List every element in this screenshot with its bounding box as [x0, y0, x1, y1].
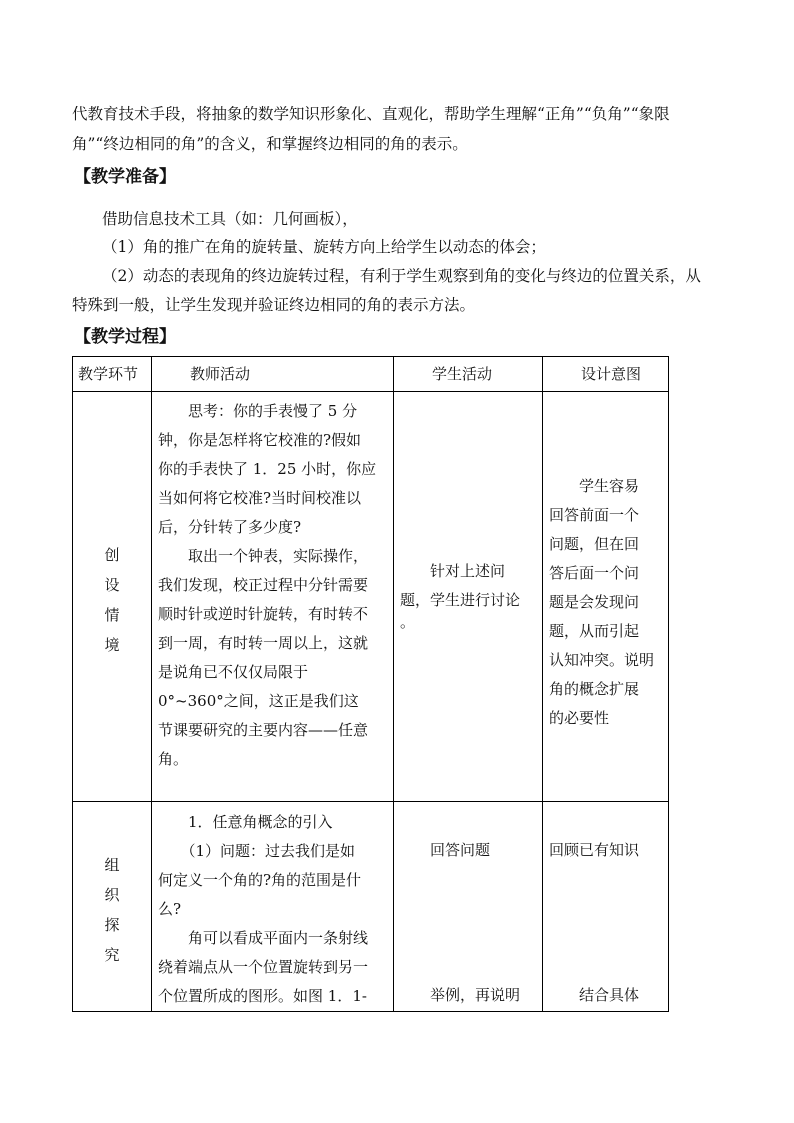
teacher-line: 角。: [158, 750, 189, 768]
intent-line: 回答前面一个: [549, 506, 640, 524]
stage-char: 探: [104, 916, 120, 934]
header-student: 学生活动: [432, 365, 493, 383]
teacher-line: 1．任意角概念的引入: [158, 813, 333, 831]
student-line: 针对上述问: [400, 562, 506, 580]
teacher-line: 是说角已不仅仅局限于: [158, 663, 309, 681]
teacher-line: 何定义一个角的?角的范围是什: [158, 871, 362, 889]
prep-line-3: （2）动态的表现角的终边旋转过程，有利于学生观察到角的变化与终边的位置关系，从: [102, 267, 701, 285]
heading-teaching-prep: 【教学准备】: [74, 167, 176, 187]
stage-char: 情: [104, 606, 120, 624]
teacher-line: 当如何将它校准?当时间校准以: [158, 489, 362, 507]
header-teacher-cell: [152, 357, 394, 392]
design-intent-cell: [543, 802, 669, 1012]
intent-line: 题，从而引起: [549, 622, 640, 640]
student-line: 举例，再说明: [430, 986, 521, 1004]
teacher-line: 顺时针或逆时针旋转，有时转不: [158, 605, 369, 623]
teacher-line: 角可以看成平面内一条射线: [158, 929, 369, 947]
stage-cell-scenario: [73, 392, 152, 802]
student-activity-cell: [394, 392, 543, 802]
teacher-line: 钟，你是怎样将它校准的?假如: [158, 431, 362, 449]
stage-char: 组: [104, 856, 120, 874]
stage-char: 创: [104, 546, 120, 564]
intent-line: 题是会发现问: [549, 593, 640, 611]
stage-char: 境: [104, 636, 120, 654]
header-stage: 教学环节: [78, 365, 139, 383]
student-line: 回答问题: [430, 841, 491, 859]
stage-cell-explore: [73, 802, 152, 1012]
teacher-line: 我们发现，校正过程中分针需要: [158, 576, 369, 594]
header-student-cell: [394, 357, 543, 392]
intent-line: 回顾已有知识: [549, 841, 640, 859]
intent-line: 结合具体: [579, 986, 640, 1004]
teacher-line: （1）问题：过去我们是如: [158, 842, 356, 860]
intent-line: 认知冲突。说明: [549, 651, 655, 669]
intent-line: 学生容易: [549, 477, 640, 495]
teacher-line: 0°~360°之间，这正是我们这: [158, 692, 359, 710]
student-line: 。: [400, 613, 416, 631]
table-row: [73, 392, 669, 802]
stage-char: 织: [104, 886, 120, 904]
teacher-line: 节课要研究的主要内容——任意: [158, 721, 369, 739]
teacher-line: 你的手表快了 1．25 小时，你应: [158, 460, 377, 478]
table-row: [73, 802, 669, 1012]
header-stage-cell: [73, 357, 152, 392]
intent-line: 角的概念扩展: [549, 680, 640, 698]
stage-char: 设: [104, 576, 120, 594]
teacher-line: 取出一个钟表，实际操作，: [158, 547, 369, 565]
teacher-line: 个位置所成的图形。如图 1．1-: [158, 987, 367, 1005]
intent-line: 答后面一个问: [549, 564, 640, 582]
teacher-line: 绕着端点从一个位置旋转到另一: [158, 958, 369, 976]
teacher-line: 后，分针转了多少度?: [158, 518, 302, 536]
prep-line-2: （1）角的推广在角的旋转量、旋转方向上给学生以动态的体会；: [102, 238, 546, 256]
intent-line: 的必要性: [549, 709, 610, 727]
stage-char: 究: [104, 946, 120, 964]
teacher-line: 思考：你的手表慢了 5 分: [158, 402, 358, 420]
intro-line-1: 代教育技术手段，将抽象的数学知识形象化、直观化，帮助学生理解“正角”“负角”“象限: [72, 105, 670, 123]
heading-teaching-process: 【教学过程】: [74, 327, 176, 347]
prep-line-1: 借助信息技术工具（如：几何画板），: [102, 210, 358, 228]
header-teacher: 教师活动: [190, 365, 251, 383]
student-line: 题，学生进行讨论: [400, 591, 521, 609]
prep-line-4: 特殊到一般，让学生发现并验证终边相同的角的表示方法。: [72, 296, 476, 314]
teacher-activity-cell: [152, 802, 394, 1012]
student-activity-cell: [394, 802, 543, 1012]
intent-line: 问题，但在回: [549, 535, 640, 553]
teacher-activity-cell: [152, 392, 394, 802]
teacher-line: 么?: [158, 900, 182, 918]
design-intent-cell: [543, 392, 669, 802]
header-intent-cell: [543, 357, 669, 392]
header-intent: 设计意图: [581, 365, 642, 383]
table-header-row: [73, 357, 669, 392]
lesson-table: [72, 356, 669, 1012]
intro-line-2: 角”“终边相同的角”的含义，和掌握终边相同的角的表示。: [72, 135, 468, 153]
teacher-line: 到一周，有时转一周以上，这就: [158, 634, 369, 652]
